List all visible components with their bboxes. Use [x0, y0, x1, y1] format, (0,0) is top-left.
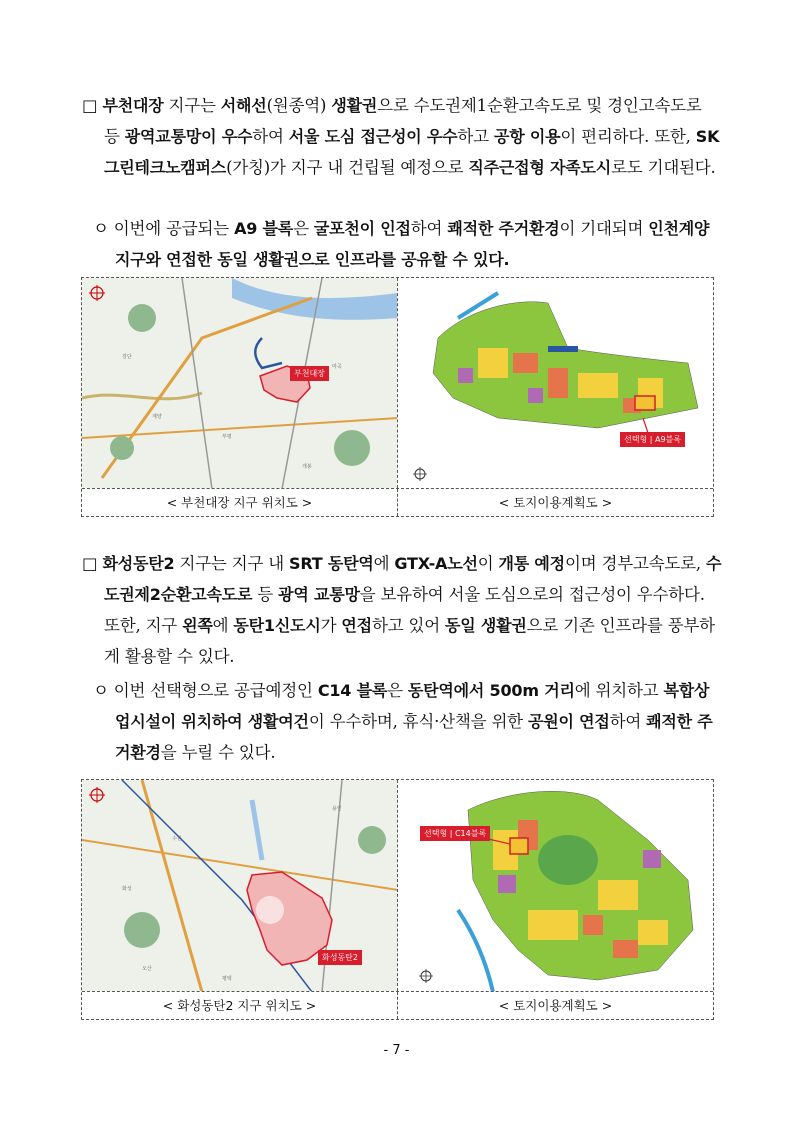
body-text: 을 보유하여 서울 도심으로의 접근성이 우수하다. 또한, 지구: [104, 585, 705, 635]
body-text: 에 위치하고: [574, 681, 664, 700]
body-text: 등: [252, 585, 279, 604]
emphasis-text: 서해선: [220, 96, 267, 115]
block-marker-label: 선택형 | C14블록: [420, 826, 490, 841]
emphasis-text: 광역 교통망: [278, 585, 360, 604]
figure-bucheon-daejang: [81, 277, 714, 517]
emphasis-text: 직주근접형 자족도시: [468, 158, 612, 177]
body-text: 로도 기대된다.: [611, 158, 716, 177]
figure-caption-land-use: < 토지이용계획도 >: [397, 489, 713, 516]
emphasis-text: 생활권: [331, 96, 378, 115]
circle-bullet: ㅇ: [93, 681, 109, 700]
figure-caption-location: < 화성동탄2 지구 위치도 >: [162, 998, 317, 1013]
svg-text:오산: 오산: [142, 966, 152, 972]
emphasis-text: 공항 이용: [493, 127, 561, 146]
svg-text:계양: 계양: [152, 414, 162, 420]
emphasis-text: 복합상업시설이 위치하여 생활여건: [115, 681, 710, 731]
svg-text:부평: 부평: [222, 434, 232, 440]
emphasis-text: 개통 예정: [498, 554, 565, 573]
svg-text:마곡: 마곡: [332, 364, 342, 370]
land-use-image: [398, 780, 713, 991]
figure-caption-land-use: < 토지이용계획도 >: [397, 992, 713, 1019]
district-marker-label: 부천대장: [290, 366, 329, 381]
emphasis-text: SRT 동탄역: [289, 554, 374, 573]
emphasis-text: 서울 도심 접근성이 우수: [288, 127, 458, 146]
emphasis-text: GTX-A노선: [394, 554, 478, 573]
svg-text:검단: 검단: [122, 354, 132, 360]
body-text: 은: [387, 681, 408, 700]
body-text: 가: [320, 616, 342, 635]
land-use-image: [398, 278, 713, 488]
body-text: 이 우수하며, 휴식·산책을 위한: [308, 712, 528, 731]
emphasis-text: C14 블록: [317, 681, 388, 700]
body-text: 이: [477, 554, 499, 573]
emphasis-text: SK그린테크노캠퍼스: [104, 127, 720, 177]
body-text: 에: [212, 616, 234, 635]
circle-bullet: ㅇ: [93, 219, 109, 238]
body-text: 은: [293, 219, 314, 238]
emphasis-text: 공원이 연접: [527, 712, 610, 731]
body-text: 지구는 지구 내: [174, 554, 290, 573]
body-text: 하여: [252, 127, 289, 146]
body-text: 으로 수도권제1순환고속도로 및 경인고속도로 등: [104, 96, 702, 146]
figure-hwaseong-dongtan2: [81, 779, 714, 1020]
body-text: 으로 기존 인프라를 풍부하게 활용할 수 있다.: [104, 616, 715, 666]
land-use-plan-bucheon: [397, 278, 713, 488]
body-text: 하고: [457, 127, 494, 146]
section-busan-daejang-subpoint: [82, 213, 722, 275]
body-text: (가칭)가 지구 내 건립될 예정으로: [226, 158, 469, 177]
body-text: 이며 경부고속도로,: [564, 554, 706, 573]
body-text: 하고 있어: [371, 616, 445, 635]
location-map-dongtan2: [82, 780, 397, 991]
block-marker-label: 선택형 | A9블록: [620, 432, 685, 447]
emphasis-text: 쾌적한 주거환경: [115, 712, 713, 762]
emphasis-text: 광역교통망이 우수: [124, 127, 253, 146]
body-text: 을 누릴 수 있다.: [160, 743, 276, 762]
emphasis-text: 동탄역에서 500m 거리: [407, 681, 575, 700]
emphasis-text: 굴포천이 인접: [313, 219, 411, 238]
body-text: 이번에 공급되는: [113, 219, 235, 238]
svg-text:용인: 용인: [332, 806, 342, 812]
checkbox-bullet: □: [82, 554, 98, 573]
map-image: [82, 278, 397, 488]
body-text: 이 기대되며: [559, 219, 649, 238]
emphasis-text: 부천대장: [102, 96, 164, 115]
land-use-plan-dongtan2: [397, 780, 713, 991]
emphasis-text: A9 블록: [234, 219, 294, 238]
svg-text:화성: 화성: [122, 886, 132, 892]
section-hwaseong-dongtan2-paragraph: [82, 548, 722, 672]
page-number: - 7 -: [383, 1043, 410, 1058]
emphasis-text: 인천계양지구와 연접한 동일 생활권으로 인프라를 공유할 수 있다.: [115, 219, 710, 269]
emphasis-text: 연접: [341, 616, 372, 635]
body-text: 지구는: [163, 96, 221, 115]
body-text: 이 편리하다. 또한,: [560, 127, 696, 146]
body-text: 하여: [609, 712, 647, 731]
emphasis-text: 왼쪽: [182, 616, 213, 635]
body-text: 에: [373, 554, 395, 573]
emphasis-text: 화성동탄2: [102, 554, 175, 573]
figure-caption-location: < 부천대장 지구 위치도 >: [166, 495, 313, 510]
emphasis-text: 수도권제2순환고속도로: [104, 554, 722, 604]
district-marker-label: 화성동탄2: [318, 950, 362, 965]
location-map-bucheon: [82, 278, 397, 488]
body-text: 이번 선택형으로 공급예정인: [113, 681, 318, 700]
svg-text:수원: 수원: [172, 836, 182, 842]
checkbox-bullet: □: [82, 96, 98, 115]
emphasis-text: 쾌적한 주거환경: [447, 219, 560, 238]
emphasis-text: 동일 생활권: [444, 616, 527, 635]
section-hwaseong-dongtan2-subpoint: [82, 675, 722, 768]
section-busan-daejang-paragraph: [82, 90, 722, 183]
body-text: (원종역): [266, 96, 332, 115]
svg-text:개봉: 개봉: [302, 464, 312, 470]
body-text: 하여: [410, 219, 448, 238]
emphasis-text: 동탄1신도시: [233, 616, 321, 635]
svg-text:평택: 평택: [222, 976, 232, 982]
